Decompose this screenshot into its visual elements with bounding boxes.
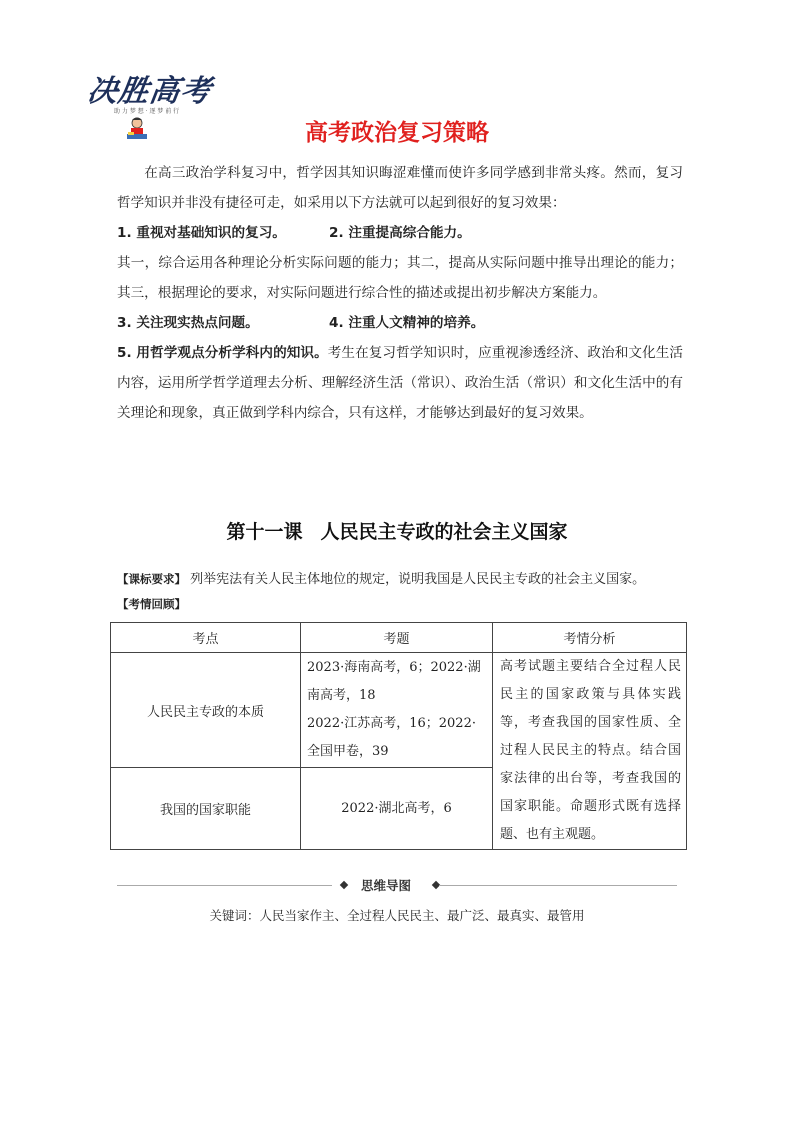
divider-diamond-icon bbox=[340, 881, 348, 889]
exam-review-label: 【考情回顾】 bbox=[117, 597, 186, 611]
table-header: 考情分析 bbox=[493, 623, 687, 653]
tip-1: 1. 重视对基础知识的复习。 bbox=[117, 225, 286, 241]
lesson-number: 第十一课 bbox=[226, 521, 303, 543]
tip-4: 4. 注重人文精神的培养。 bbox=[329, 315, 485, 331]
question-line: 2023·海南高考，6；2022·湖南高考，18 bbox=[307, 660, 481, 704]
intro-section bbox=[117, 158, 683, 428]
tip-3: 3. 关注现实热点问题。 bbox=[117, 315, 259, 331]
question-line: 2022·湖北高考，6 bbox=[341, 800, 452, 816]
tip-5 bbox=[117, 338, 683, 428]
table-header-row bbox=[111, 623, 687, 653]
document-title: 高考政治复习策略 bbox=[305, 120, 489, 146]
logo-text: 决胜高考 bbox=[85, 74, 214, 109]
tip-2-detail: 其一，综合运用各种理论分析实际问题的能力；其二，提高从实际问题中推导出理论的能力；其三，根据理论的要求，对实际问题进行综合性的描述或提出初步解决方案能力。 bbox=[117, 255, 683, 301]
tip-5-heading: 5. 用哲学观点分析学科内的知识。 bbox=[117, 345, 328, 361]
requirement-text: 列举宪法有关人民主体地位的规定，说明我国是人民民主专政的社会主义国家。 bbox=[190, 572, 646, 587]
table-row bbox=[111, 653, 687, 768]
mindmap-label: 思维导图 bbox=[361, 878, 412, 893]
curriculum-requirement bbox=[117, 568, 645, 587]
keywords: 关键词：人民当家作主、全过程人民民主、最广泛、最真实、最管用 bbox=[209, 908, 585, 923]
logo-subtitle: 助 力 梦 想 · 逐 梦 前 行 bbox=[114, 108, 180, 115]
exam-questions bbox=[301, 768, 493, 850]
tip-2: 2. 注重提高综合能力。 bbox=[329, 225, 471, 241]
lesson-name: 人民民主专政的社会主义国家 bbox=[320, 521, 568, 543]
exam-analysis: 高考试题主要结合全过程人民民主的国家政策与具体实践等，考查我国的国家性质、全过程人民民主的特点。结合国家法律的出台等，考查我国的国家职能。命题形式既有选择题、也有主观题。 bbox=[493, 653, 687, 850]
table-header: 考点 bbox=[111, 623, 301, 653]
mindmap-divider bbox=[117, 876, 677, 896]
exam-point: 我国的国家职能 bbox=[111, 768, 301, 850]
exam-questions bbox=[301, 653, 493, 768]
exam-point: 人民民主专政的本质 bbox=[111, 653, 301, 768]
tip-5-text: 考生在复习哲学知识时，应重视渗透经济、政治和文化生活内容，运用所学哲学道理去分析、理解经济生活（常识）、政治生活（常识）和文化生活中的有关理论和现象，真正做到学科内综合，只有这样，才能够达到最好的复习效果。 bbox=[117, 345, 684, 421]
divider-line-right bbox=[439, 885, 677, 886]
lesson-title bbox=[0, 517, 794, 544]
intro-paragraph: 在高三政治学科复习中，哲学因其知识晦涩难懂而使许多同学感到非常头疼。然而，复习哲学知识并非没有捷径可走，如采用以下方法就可以起到很好的复习效果： bbox=[117, 165, 683, 211]
tips-row-2 bbox=[117, 308, 683, 338]
exam-table bbox=[110, 622, 687, 850]
table-header: 考题 bbox=[301, 623, 493, 653]
question-line: 2022·江苏高考，16；2022·全国甲卷，39 bbox=[307, 716, 476, 760]
tips-row-1 bbox=[117, 218, 683, 248]
divider-line-left bbox=[117, 885, 332, 886]
requirement-label: 【课标要求】 bbox=[117, 572, 186, 586]
